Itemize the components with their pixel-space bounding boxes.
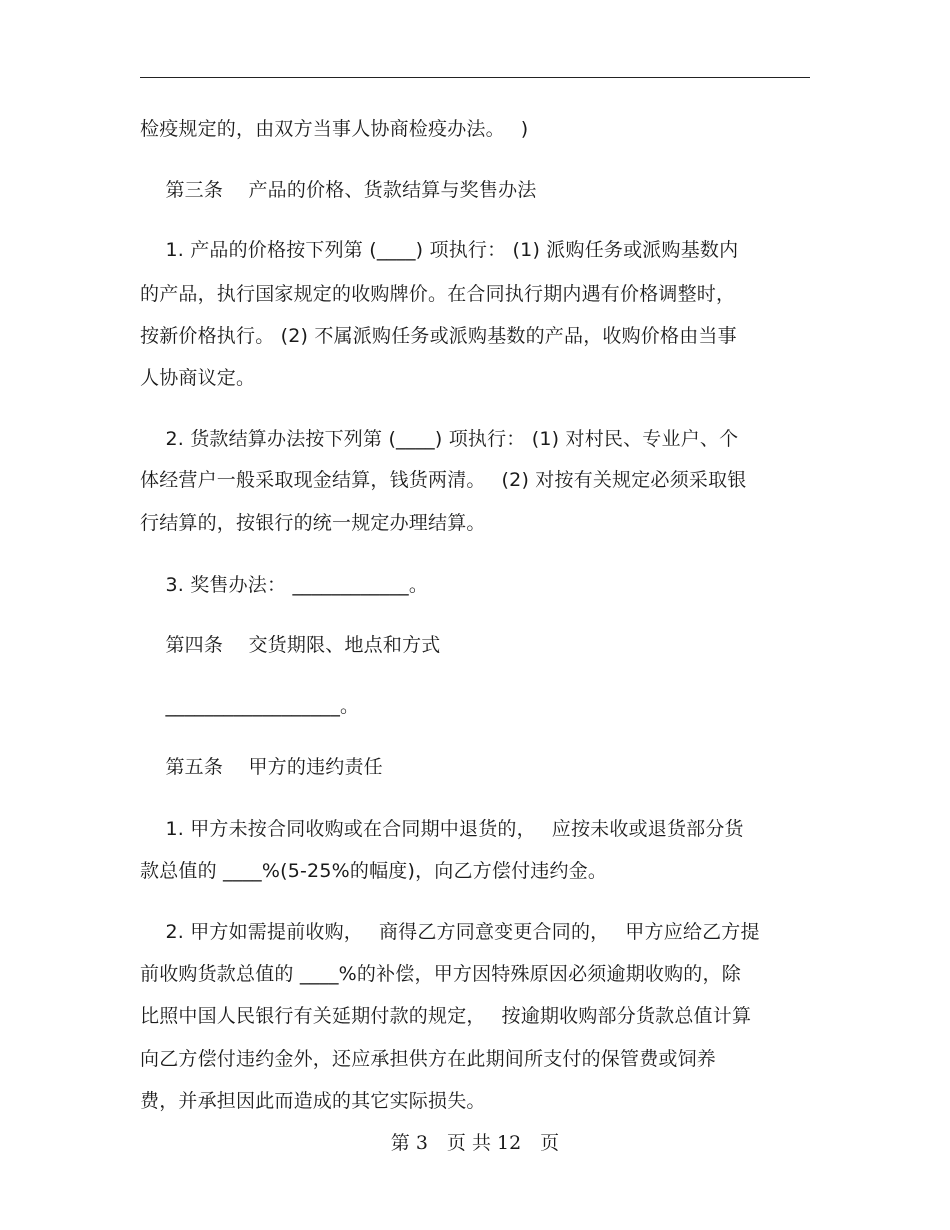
body-line: 前收购货款总值的 ____%的补偿，甲方因特殊原因必须逾期收购的，除 bbox=[140, 963, 741, 985]
article-heading: 第三条 产品的价格、货款结算与奖售办法 bbox=[140, 179, 537, 201]
header-rule bbox=[140, 77, 810, 78]
article-heading: 第五条 甲方的违约责任 bbox=[140, 756, 383, 778]
body-line: 行结算的，按银行的统一规定办理结算。 bbox=[140, 512, 486, 534]
body-line: 2. 货款结算办法按下列第 (____) 项执行： (1) 对村民、专业户、个 bbox=[140, 428, 739, 450]
body-line: 体经营户一般采取现金结算，钱货两清。 (2) 对按有关规定必须采取银 bbox=[140, 469, 747, 491]
body-line: 2. 甲方如需提前收购， 商得乙方同意变更合同的， 甲方应给乙方提 bbox=[140, 921, 760, 943]
body-line: 1. 甲方未按合同收购或在合同期中退货的， 应按未收或退货部分货 bbox=[140, 818, 744, 840]
body-line: 检疫规定的，由双方当事人协商检疫办法。 ) bbox=[140, 118, 529, 140]
body-line: 费，并承担因此而造成的其它实际损失。 bbox=[140, 1090, 486, 1112]
body-line: 款总值的 ____%(5-25%的幅度)，向乙方偿付违约金。 bbox=[140, 860, 608, 882]
body-line: 比照中国人民银行有关延期付款的规定， 按逾期收购部分货款总值计算 bbox=[140, 1005, 752, 1027]
body-line: 3. 奖售办法： ____________。 bbox=[140, 574, 429, 596]
body-line: __________________。 bbox=[140, 695, 360, 717]
page-number: 第 3 页 共 12 页 bbox=[390, 1132, 560, 1154]
article-heading: 第四条 交货期限、地点和方式 bbox=[140, 634, 441, 656]
body-line: 向乙方偿付违约金外，还应承担供方在此期间所支付的保管费或饲养 bbox=[140, 1048, 717, 1070]
body-line: 的产品，执行国家规定的收购牌价。在合同执行期内遇有价格调整时， bbox=[140, 283, 736, 305]
body-line: 按新价格执行。 (2) 不属派购任务或派购基数的产品，收购价格由当事 bbox=[140, 325, 737, 347]
body-line: 1. 产品的价格按下列第 (____) 项执行： (1) 派购任务或派购基数内 bbox=[140, 239, 739, 261]
body-line: 人协商议定。 bbox=[140, 367, 256, 389]
